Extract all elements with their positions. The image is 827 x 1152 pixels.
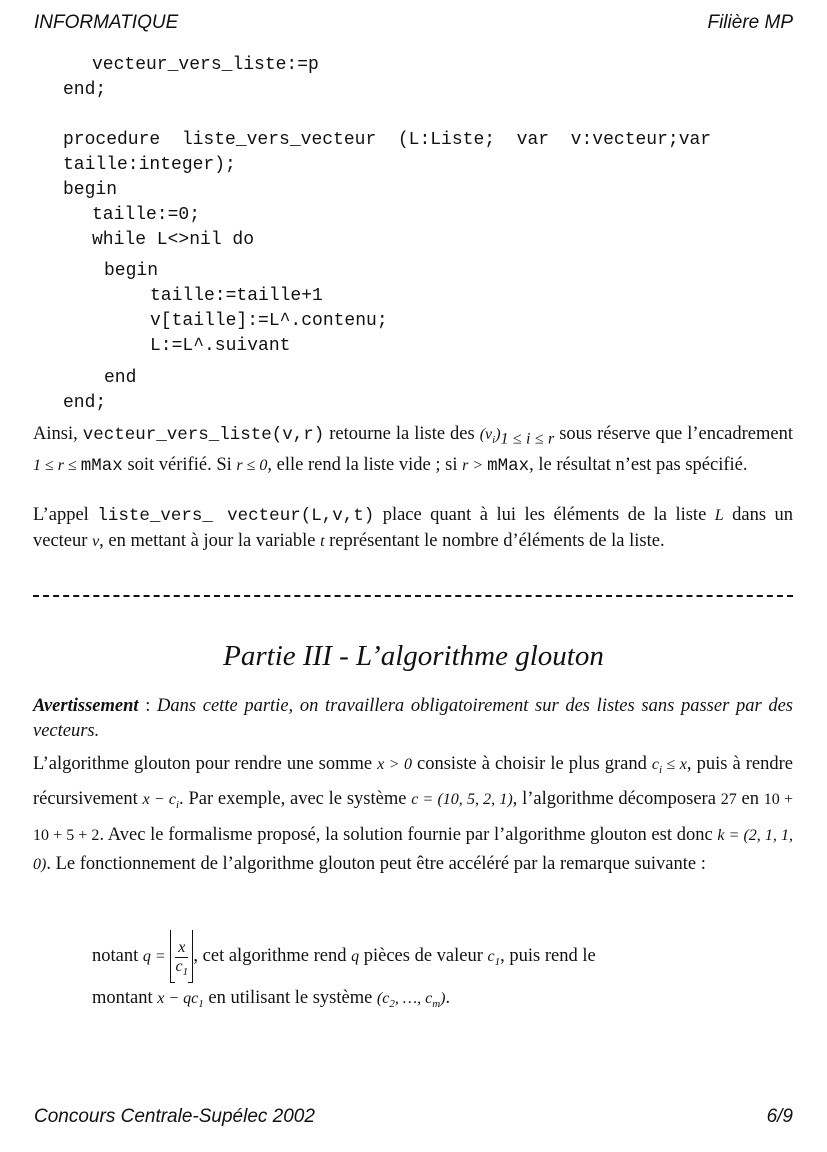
code-line: procedure liste_vers_vecteur (L:Liste; var v:vecteur;var — [63, 130, 712, 150]
warning-paragraph: Avertissement : Dans cette partie, on travaillera obligatoirement sur des listes sans passer par des vecteurs. — [33, 696, 793, 741]
code-line: end; — [63, 393, 107, 413]
paragraph-liste-vers-vecteur: L’appel liste_vers_ vecteur(L,v,t) place quant à lui les éléments de la liste L dans un vecteur v, en mettant à jour la variable t représentant le nombre d’éléments de la liste. — [33, 505, 794, 551]
header-subject: INFORMATIQUE — [34, 12, 179, 33]
code-line: taille:=taille+1 — [150, 286, 323, 306]
header-track: Filière MP — [707, 12, 793, 33]
section-title: Partie III - L’algorithme glouton — [223, 640, 604, 672]
code-line: end; — [63, 80, 107, 100]
code-line: begin — [104, 261, 159, 281]
floor-fraction: $\frac{x}{c_1}$ — [170, 932, 193, 981]
paragraph-vecteur-vers-liste: Ainsi, vecteur_vers_liste(v,r) retourne la liste des $(v_i)_{1 \le i \le r}$ sous réserve que l’encadrement 1 ≤ r ≤ mMax soit vérifié. Si r ≤ 0, elle rend la liste vide ; si r > mMax, le résultat n’est pas spécifié. — [33, 424, 794, 477]
code-line: L:=L^.suivant — [150, 336, 291, 356]
code-line: v[taille]:=L^.contenu; — [150, 311, 388, 331]
paragraph-montant: montant $x - qc_1$ en utilisant le système ($c_2$, …, $c_m$). — [92, 988, 451, 1011]
code-line: taille:integer); — [63, 155, 236, 175]
footer-page-number: 6/9 — [766, 1106, 793, 1127]
code-line: while L<>nil do — [92, 230, 255, 250]
code-line: begin — [63, 180, 118, 200]
warning-label: Avertissement — [33, 696, 139, 716]
code-line: taille:=0; — [92, 205, 201, 225]
paragraph-greedy: L’algorithme glouton pour rendre une somme x > 0 consiste à choisir le plus grand $c_i \le x$, puis à rendre récursivement $x - c_i$. Par exemple, avec le système c = (10, 5, 2, 1), l’algorithme décomposera 27 en 10 + 10 + 5 + 2. Avec le formalisme proposé, la solution fournie par l’algorithme glouton est donc k = (2, 1, 1, 0). Le fonctionnement de l’algorithme glouton peut être accéléré par la remarque suivante : — [33, 754, 794, 875]
footer-contest: Concours Centrale-Supélec 2002 — [34, 1106, 315, 1127]
code-line: end — [104, 368, 137, 388]
paragraph-notant: notant q = $\frac{x}{c_1}$ , cet algorithme rend q pièces de valeur $c_1$, puis rend le — [92, 932, 792, 981]
dashed-separator — [33, 595, 793, 597]
code-line: vecteur_vers_liste:=p — [92, 55, 319, 75]
